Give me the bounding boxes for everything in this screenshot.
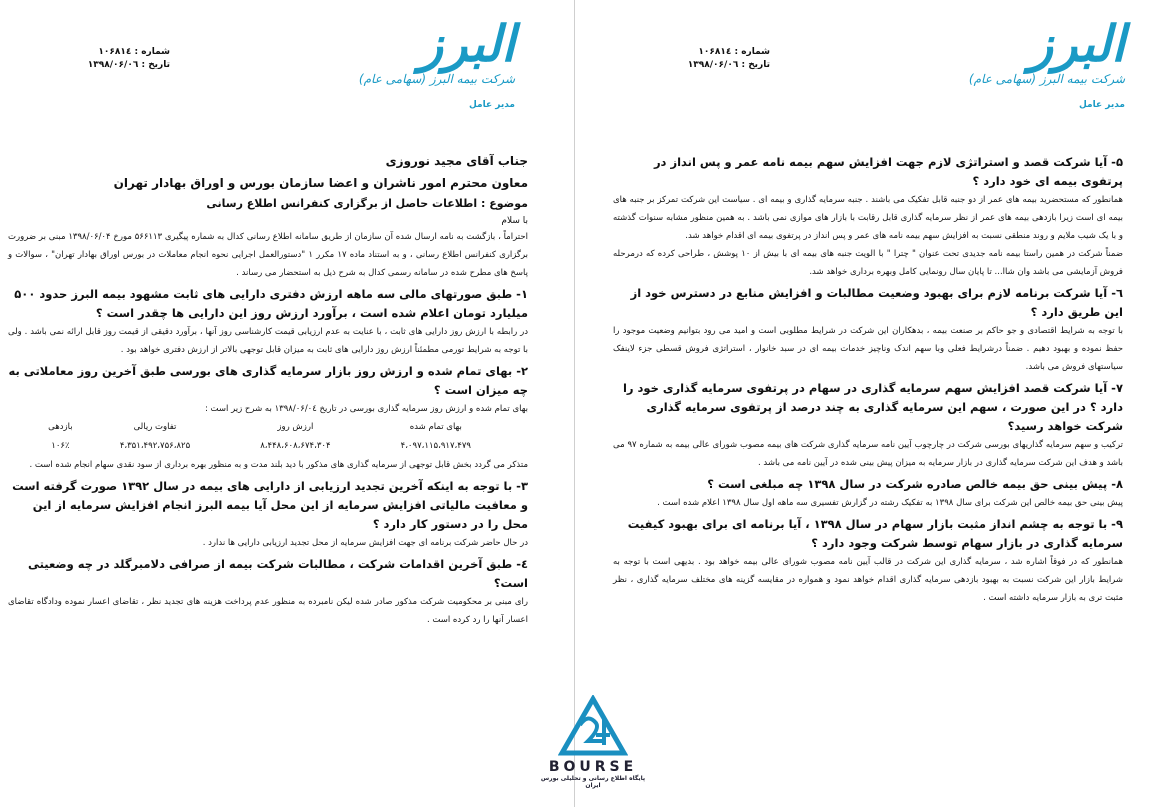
intro-paragraph: احتراماً ، بازگشت به نامه ارسال شده آن سازمان از طریق سامانه اطلاع رسانی کدال به شماره پیگیری ۵۶۶۱۱۳ مورخ ۱۳۹۸/۰۶/۰۴ مبنی بر ضرورت برگزاری کنفرانس اطلاع رسانی ، و به استناد ماده ۱۷ مکرر ۱ "دستورالعمل اجرایی نحوه انجام معاملات در بورس اوراق بهادار تهران" ، سوالات و پاسخ های مطرح شده در سامانه رسمی کدال به شرح ذیل به استحضار می رساند .: [8, 232, 529, 278]
portfolio-table: [36, 418, 506, 456]
letter-reference: [60, 46, 170, 72]
question-5: ۵- آیا شرکت قصد و استراتژی لازم جهت افزایش سهم بیمه نامه عمر و پس انداز در پرتفوی بیمه ای خود دارد ؟: [653, 155, 1123, 188]
table-cell: ۴،۰۹۷،۱۱۵،۹۱۷،۴۷۹: [400, 441, 471, 451]
table-cell: ۸،۴۴۸،۶۰۸،۶۷۴،۳۰۴: [260, 441, 331, 451]
company-logo: [355, 15, 515, 110]
answer-6: با توجه به شرایط اقتصادی و جو حاکم بر صنعت بیمه ، بدهکاران این شرکت در شرایط مطلوبی است و امید می رود بتوانیم وضعیت موجود را حفظ نموده و بهبود دهیم . ضمناً درشرایط فعلی وبا سهم اندک وناچیز خدمات بیمه ای در سبد خانوار ، استراتژی فروش قسطی جزء لاینفک سیاستهای فروش می باشد.: [613, 326, 1123, 372]
letter-body-right: [613, 150, 1123, 607]
ceo-label: مدیر عامل: [1078, 100, 1125, 110]
question-1: ۱- طبق صورتهای مالی سه ماهه ارزش دفتری دارایی های ثابت مشهود بیمه البرز حدود ۵۰۰ میلیارد تومان اعلام شده است ، برآورد ارزش روز این دارایی ها چقدر است ؟: [14, 287, 528, 320]
answer-4: رای مبنی بر محکومیت شرکت مذکور صادر شده لیکن نامبرده به منظور عدم پرداخت هزینه های تجدید نظر ، تقاضای اعسار نموده ودادگاه تقاضای اعسار آنها را رد کرده است .: [8, 597, 528, 625]
letter-page-left: [0, 0, 574, 807]
table-cell: ۴،۳۵۱،۴۹۲،۷۵۶،۸۲۵: [119, 441, 191, 451]
answer-9: همانطور که در فوقاً اشاره شد ، سرمایه گذاری این شرکت در قالب آیین نامه مصوب شورای عالی بیمه خواهد بود . بدیهی است با توجه به شرایط بازار این شرکت نسبت به بهبود بازدهی سرمایه گذاری اقدام خواهد نمود و همواره در مقایسه گزینه های مختلف سرمایه گذاری ، نظر مثبت تری به بازار سرمایه داشته است .: [613, 557, 1123, 603]
letter-subject: موضوع : اطلاعات حاصل از برگزاری کنفرانس اطلاع رسانی: [206, 197, 528, 210]
question-2: ۲- بهای تمام شده و ارزش روز بازار سرمایه گذاری های بورسی طبق آخرین روز معاملاتی به چه میزان است ؟: [8, 364, 528, 397]
ceo-label: مدیر عامل: [468, 100, 515, 110]
company-logo: [965, 15, 1125, 110]
table-cell: ۱۰۶٪: [51, 441, 70, 451]
table-header: بازدهی: [48, 422, 73, 432]
table-header: بهای تمام شده: [409, 422, 462, 432]
bourse-word: BOURSE: [548, 759, 638, 775]
question-8: ۸- پیش بینی حق بیمه خالص صادره شرکت در سال ۱۳۹۸ چه مبلغی است ؟: [707, 477, 1123, 491]
letter-date: تاریخ : ۱۳۹۸/۰۶/۰٦: [87, 60, 170, 70]
bourse-caption: پایگاه اطلاع رسانی و تحلیلی بورس ایران: [540, 775, 646, 789]
company-name: شرکت بیمه البرز (سهامی عام): [968, 72, 1125, 86]
bourse-watermark: [533, 695, 653, 789]
letter-page-right: [575, 0, 1149, 807]
question-3: ۳- با توجه به اینکه آخرین تجدید ارزیابی از دارایی های بیمه در سال ۱۳۹۲ صورت گرفته است و معافیت مالیاتی افزایش سرمایه از این محل آیا بیمه البرز انجام افزایش سرمایه از این محل را در دستور کار دارد ؟: [12, 479, 528, 531]
letter-reference: [660, 46, 770, 72]
answer-7: ترکیب و سهم سرمایه گذاریهای بورسی شرکت در چارچوب آیین نامه سرمایه گذاری شرکت های بیمه مصوب شورای عالی بیمه به شماره ۹۷ می باشد و هدف این شرکت سرمایه گذاری در بازار سرمایه به میزان پیش بینی شده در آیین نامه می باشد .: [613, 440, 1124, 468]
logo-wordmark: البرز: [1029, 15, 1125, 73]
company-name: شرکت بیمه البرز (سهامی عام): [358, 72, 515, 86]
letter-number: شماره : ۱۰۶۸۱٤: [698, 47, 770, 57]
question-4: ٤- طبق آخرین اقدامات شرکت ، مطالبات شرکت بیمه از صرافی دلامبرگلد در چه وضعیتی است؟: [27, 557, 528, 590]
letter-body-left: [8, 150, 528, 629]
answer-3: در حال حاضر شرکت برنامه ای جهت افزایش سرمایه از محل تجدید ارزیابی دارایی ها ندارد .: [202, 538, 528, 548]
question-7: ۷- آیا شرکت قصد افزایش سهم سرمایه گذاری در سهام در پرتفوی سرمایه گذاری خود را دارد ؟ در این صورت ، سهم این سرمایه گذاری به چند درصد از پرتفوی سرمایه گذاری شرکت خواهد رسید؟: [622, 381, 1123, 433]
question-9: ۹- با توجه به چشم انداز مثبت بازار سهام در سال ۱۳۹۸ ، آیا برنامه ای برای بهبود کیفیت سرمایه گذاری در بازار سهام توسط شرکت وجود دارد ؟: [627, 517, 1123, 550]
table-row: [36, 437, 506, 456]
answer-2-note: متذکر می گردد بخش قابل توجهی از سرمایه گذاری های مذکور با دید بلند مدت و به منظور بهره برداری از سود نقدی سهام انجام شده است .: [29, 460, 528, 470]
answer-1: در رابطه با ارزش روز دارایی های ثابت ، با عنایت به عدم ارزیابی قیمت کارشناسی روز آنها ، برآورد دقیقی از قیمت روز قابل ارائه نمی باشد . ولی با توجه به شرایط تورمی مطمئناً ارزش روز دارایی های ثابت به میزان قابل توجهی بالاتر از ارزش دفتری خواهد بود .: [8, 327, 528, 355]
table-header-row: [36, 418, 506, 437]
letter-date: تاریخ : ۱۳۹۸/۰۶/۰٦: [687, 60, 770, 70]
greeting: با سلام: [501, 216, 528, 226]
letter-number: شماره : ۱۰۶۸۱٤: [98, 47, 170, 57]
question-6: ٦- آیا شرکت برنامه لازم برای بهبود وضعیت مطالبات و افزایش منابع در دسترس خود از این طریق دارد ؟: [630, 286, 1123, 319]
answer-5: همانطور که مستحضرید بیمه های عمر از دو جنبه قابل تفکیک می باشند . جنبه سرمایه گذاری و بیمه ای . سیاست این شرکت تمرکز بر جنبه های بیمه ای است زیرا بازدهی بیمه های عمر از نظر سرمایه گذاری قابل رقابت با بازار های موازی نمی باشد . به همین منظور مشابه سنوات گذشته و با یک شیب ملایم و روند منطقی نسبت به افزایش سهم بیمه نامه های عمر و پس انداز در پرتفوی بیمه ای اقدام خواهد شد.: [613, 195, 1123, 241]
table-header: تفاوت ریالی: [133, 422, 177, 432]
table-header: ارزش روز: [277, 422, 314, 432]
addressee-name: جناب آقای مجید نوروزی: [385, 154, 528, 168]
logo-wordmark: البرز: [419, 15, 515, 73]
answer-2-intro: بهای تمام شده و ارزش روز سرمایه گذاری بورسی در تاریخ ۱۳۹۸/۰۶/۰٤ به شرح زیر است :: [204, 404, 528, 414]
answer-8: پیش بینی حق بیمه خالص این شرکت برای سال ۱۳۹۸ به تفکیک رشته در گزارش تفسیری سه ماهه اول سال ۱۳۹۸ اعلام شده است .: [657, 498, 1123, 508]
answer-5-extra: ضمناً شرکت در همین راستا بیمه نامه جدیدی تحت عنوان " چترا " با الویت جنبه های بیمه ای با بیش از ۱۰ پوشش ، طراحی کرده که درمرحله فروش آزمایشی می باشد وان شاا... تا پایان سال رونمایی کامل وبهره برداری خواهد شد.: [613, 249, 1123, 277]
bourse-logo-icon: [558, 695, 628, 757]
addressee-title: معاون محترم امور ناشران و اعضا سازمان بورس و اوراق بهادار تهران: [113, 176, 528, 190]
